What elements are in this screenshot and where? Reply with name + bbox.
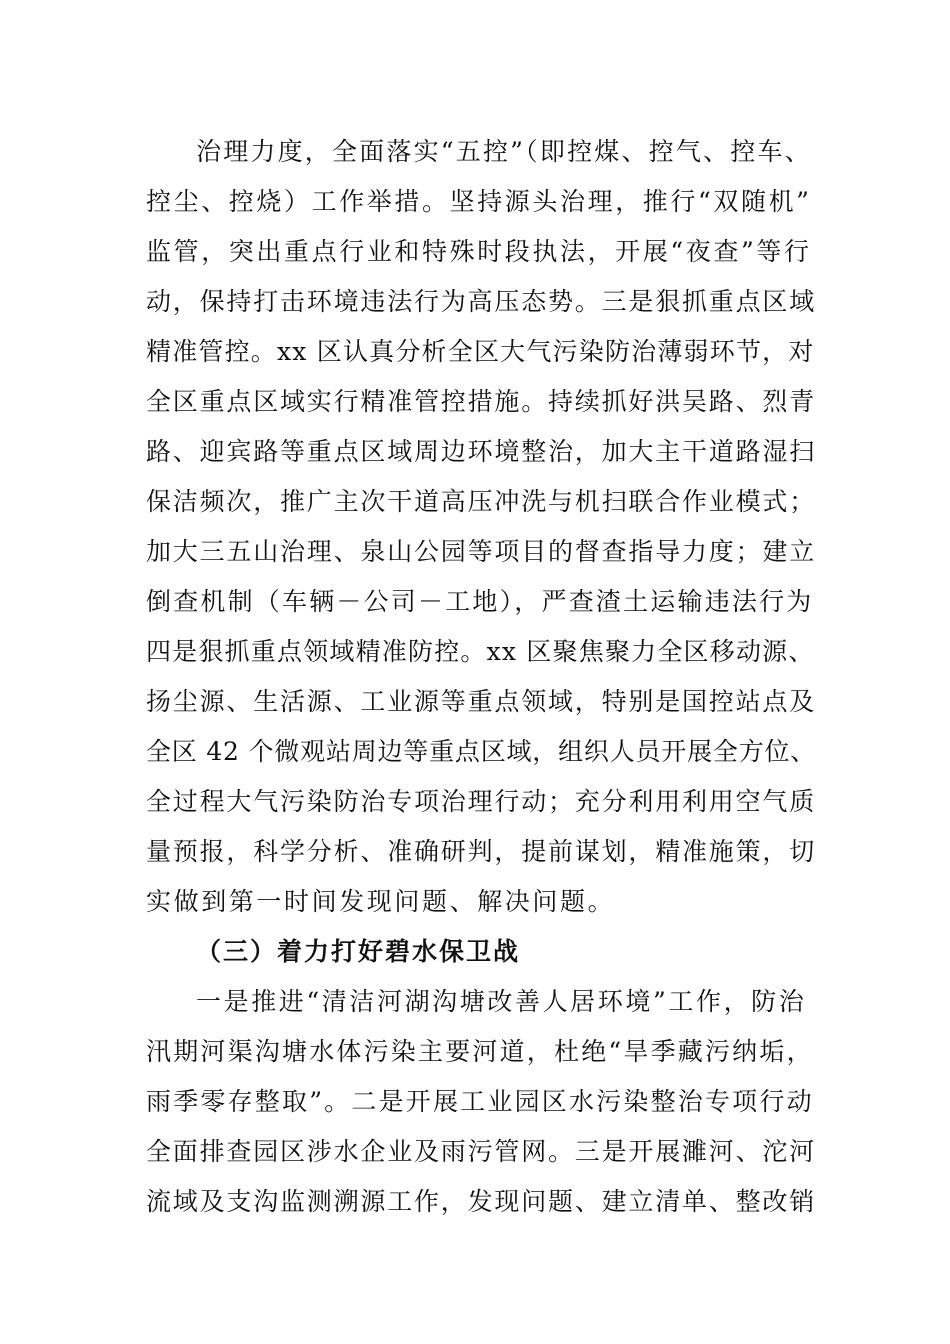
paragraph-line: 治理力度，全面落实“五控”（即控煤、控气、控车、 xyxy=(196,137,812,166)
paragraph-line: 全过程大气污染防治专项治理行动；充分利用利用空气质 xyxy=(146,787,817,816)
paragraph-line: 加大三五山治理、泉山公园等项目的督查指导力度；建立 xyxy=(146,537,817,566)
paragraph-line: 扬尘源、生活源、工业源等重点领域，特别是国控站点及 xyxy=(146,687,817,716)
paragraph-line: 控尘、控烧）工作举措。坚持源头治理，推行“双随机” xyxy=(146,187,812,216)
paragraph-line: 倒查机制（车辆－公司－工地），严查渣土运输违法行为 xyxy=(146,587,814,616)
paragraph-line: 实做到第一时间发现问题、解决问题。 xyxy=(146,887,616,916)
paragraph-line: 动，保持打击环境违法行为高压态势。三是狠抓重点区域 xyxy=(146,287,817,316)
paragraph-line: 全面排查园区涉水企业及雨污管网。三是开展濉河、沱河 xyxy=(146,1137,817,1166)
paragraph-line: 流域及支沟监测溯源工作，发现问题、建立清单、整改销 xyxy=(146,1187,817,1216)
paragraph-line: 保洁频次，推广主次干道高压冲洗与机扫联合作业模式； xyxy=(146,487,817,516)
paragraph-line: 全区重点区域实行精准管控措施。持续抓好洪吴路、烈青 xyxy=(146,387,817,416)
paragraph-line: 全区 42 个微观站周边等重点区域，组织人员开展全方位、 xyxy=(146,737,817,766)
section-heading: （三）着力打好碧水保卫战 xyxy=(196,937,521,966)
paragraph-line: 监管，突出重点行业和特殊时段执法，开展“夜查”等行 xyxy=(146,237,812,266)
paragraph-line: 一是推进“清洁河湖沟塘改善人居环境”工作，防治 xyxy=(196,987,807,1016)
paragraph-line: 量预报，科学分析、准确研判，提前谋划，精准施策，切 xyxy=(146,837,817,866)
paragraph-line: 路、迎宾路等重点区域周边环境整治，加大主干道路湿扫 xyxy=(146,437,817,466)
paragraph-line: 雨季零存整取”。二是开展工业园区水污染整治专项行动 xyxy=(146,1087,814,1116)
paragraph-line: 汛期河渠沟塘水体污染主要河道，杜绝“旱季藏污纳垢， xyxy=(146,1037,814,1066)
paragraph-line: 四是狠抓重点领域精准防控。xx 区聚焦聚力全区移动源、 xyxy=(146,637,815,666)
paragraph-line: 精准管控。xx 区认真分析全区大气污染防治薄弱环节，对 xyxy=(146,337,815,366)
